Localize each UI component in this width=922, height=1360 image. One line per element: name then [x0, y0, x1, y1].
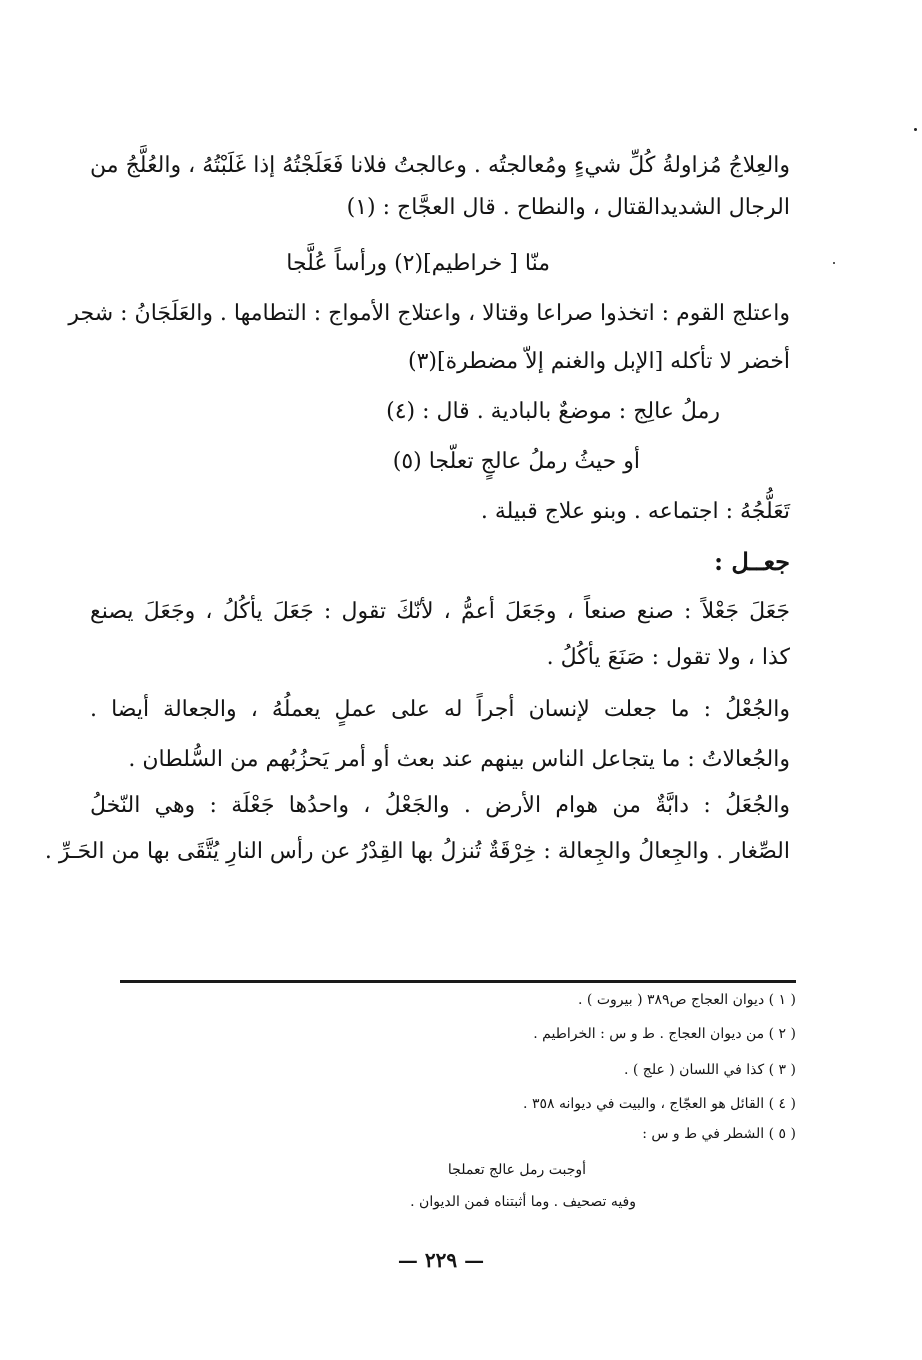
text-line: والجُعَلُ : دابَّةٌ من هوام الأرض . والجَعْلُ ، واحدُها جَعْلَة : وهي النّخلُ — [90, 793, 790, 818]
scan-speck — [914, 128, 917, 131]
text-line: واعتلج القوم : اتخذوا صراعا وقتالا ، واعتلاج الأمواج : التطامها . والعَلَجَانُ : شجر — [68, 301, 790, 326]
footnote-3: ( ٣ ) كذا في اللسان ( علج ) . — [623, 1062, 796, 1078]
footnote-5: ( ٥ ) الشطر في ط و س : — [642, 1126, 796, 1142]
text-line: جَعَلَ جَعْلاً : صنع صنعاً ، وجَعَلَ أعمُّ ، لأنّكَ تقول : جَعَلَ يأكُلُ ، وجَعَلَ يصنع — [90, 599, 790, 624]
text-line: رملُ عالِج : موضعٌ بالبادية . قال : (٤) — [386, 399, 720, 424]
text-line: كذا ، ولا تقول : صَنَعَ يأكُلُ . — [546, 645, 790, 670]
verse-line: منّا [ خراطيم](٢) ورأساً عُلَّجا — [286, 251, 550, 276]
scan-speck — [833, 262, 835, 264]
text-line: الصِّغار . والجِعالُ والجِعالة : خِرْقَةٌ تُنزلُ بها القِدْرُ عن رأس النارِ يُتَّقَى بها من الحَـرِّ . — [44, 839, 790, 864]
footnote-1: ( ١ ) ديوان العجاج ص٣٨٩ ( بيروت ) . — [578, 992, 796, 1008]
text-line: أخضر لا تأكله [الإبل والغنم إلاّ مضطرة](٣) — [408, 349, 790, 374]
footnote-5-verse: أوجبت رمل عالج تعملجا — [447, 1162, 586, 1178]
text-line: والجُعْلُ : ما جعلت لإنسان أجراً له على عملٍ يعملُهُ ، والجعالة أيضا . — [90, 697, 790, 722]
text-line: تَعَلُّجُهُ : اجتماعه . وبنو علاج قبيلة . — [480, 499, 790, 524]
page-number: — ٢٢٩ — — [397, 1248, 485, 1272]
footnote-divider — [120, 980, 796, 983]
text-line: والعِلاجُ مُزاولةُ كُلِّ شيءٍ ومُعالجتُه . وعالجتُ فلانا فَعَلَجْتُهُ إذا غَلَبْتُهُ ، والعُلَّجُ من — [90, 153, 790, 178]
footnote-2: ( ٢ ) من ديوان العجاج . ط و س : الخراطيم . — [533, 1026, 796, 1042]
footnote-5-note: وفيه تصحيف . وما أثبتناه فمن الديوان . — [410, 1194, 636, 1210]
text-line: الرجال الشديدالقتال ، والنطاح . قال العجَّاج : (١) — [346, 195, 790, 220]
footnote-4: ( ٤ ) القائل هو العجّاج ، والبيت في ديوانه ٣٥٨ . — [523, 1096, 796, 1112]
text-line: والجُعالاتُ : ما يتجاعل الناس بينهم عند بعث أو أمر يَحزُبُهم من السُّلطان . — [128, 747, 790, 772]
entry-heading: جعــل : — [714, 547, 790, 576]
verse-line: أو حيثُ رملُ عالجٍ تعلّجا (٥) — [392, 449, 640, 474]
